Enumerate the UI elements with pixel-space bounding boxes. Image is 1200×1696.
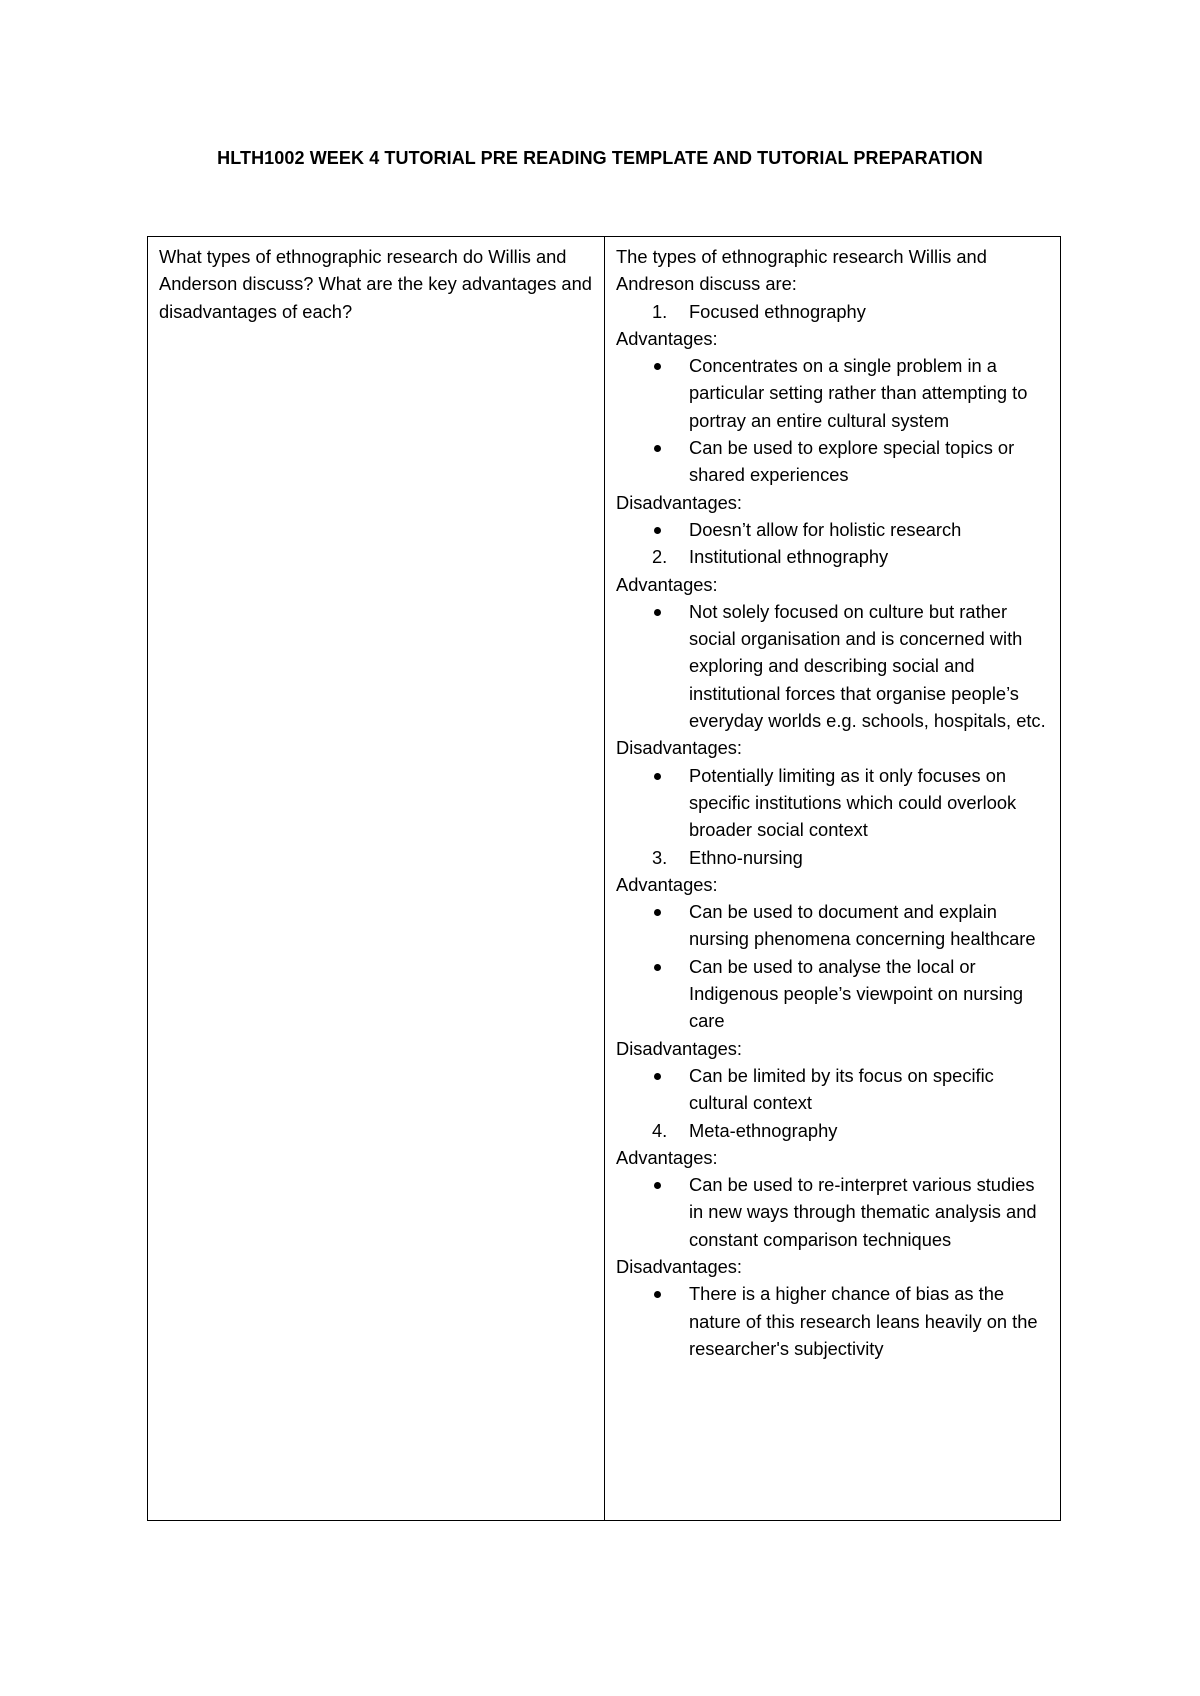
type-number: 4. <box>652 1119 668 1141</box>
advantages-label: Advantages: <box>616 573 718 595</box>
advantage-text: Can be used to re-interpret various studies in new ways through thematic analysis and constant comparison techniques <box>689 1174 1037 1250</box>
page-title: HLTH1002 WEEK 4 TUTORIAL PRE READING TEMPLATE AND TUTORIAL PREPARATION <box>217 148 983 168</box>
bullet-icon <box>654 609 661 616</box>
type-number: 1. <box>652 300 668 322</box>
type-item <box>616 844 1049 871</box>
disadvantage-item <box>616 1280 1049 1362</box>
answer-intro: The types of ethnographic research Willis and Andreson discuss are: <box>616 246 987 295</box>
disadvantage-text: There is a higher chance of bias as the nature of this research leans heavily on the researcher's subjectivity <box>689 1283 1038 1359</box>
disadvantages-label: Disadvantages: <box>616 737 743 759</box>
question-text: What types of ethnographic research do Willis and Anderson discuss? What are the key advantages and disadvantages of each? <box>159 246 592 322</box>
disadvantage-text: Potentially limiting as it only focuses on specific institutions which could overlook broader social context <box>689 764 1017 841</box>
disadvantages-label: Disadvantages: <box>616 491 743 513</box>
advantage-item <box>616 434 1049 489</box>
disadvantages-label: Disadvantages: <box>616 1255 743 1277</box>
advantages-label: Advantages: <box>616 873 718 895</box>
advantage-item <box>616 898 1049 953</box>
disadvantage-text: Doesn’t allow for holistic research <box>689 518 962 540</box>
bullet-icon <box>654 363 661 370</box>
advantage-item <box>616 352 1049 434</box>
advantage-text: Can be used to analyse the local or Indigenous people’s viewpoint on nursing care <box>689 955 1024 1032</box>
advantage-item <box>616 953 1049 1035</box>
advantage-text: Not solely focused on culture but rather social organisation and is concerned with exploring and describing social and institutional forces that organise people’s everyday worlds e.g. schools, hospitals, etc. <box>689 600 1046 732</box>
type-item <box>616 543 1049 570</box>
bullet-icon <box>654 445 661 452</box>
question-cell <box>148 237 605 1520</box>
disadvantage-item <box>616 1062 1049 1117</box>
answer-cell <box>605 237 1060 1520</box>
advantages-label: Advantages: <box>616 327 718 349</box>
type-name: Meta-ethnography <box>689 1119 838 1141</box>
bullet-icon <box>654 1182 661 1189</box>
bullet-icon <box>654 527 661 534</box>
disadvantage-text: Can be limited by its focus on specific cultural context <box>689 1064 994 1114</box>
disadvantages-label: Disadvantages: <box>616 1037 743 1059</box>
type-name: Institutional ethnography <box>689 546 889 568</box>
bullet-icon <box>654 1073 661 1080</box>
type-item <box>616 298 1049 325</box>
advantage-item <box>616 1171 1049 1253</box>
advantage-text: Can be used to document and explain nursing phenomena concerning healthcare <box>689 901 1036 950</box>
bullet-icon <box>654 1291 661 1298</box>
type-item <box>616 1117 1049 1144</box>
disadvantage-item <box>616 762 1049 844</box>
type-number: 3. <box>652 846 668 868</box>
advantages-label: Advantages: <box>616 1146 718 1168</box>
tutorial-table <box>147 236 1061 1521</box>
bullet-icon <box>654 773 661 780</box>
advantage-text: Can be used to explore special topics or shared experiences <box>689 437 1015 486</box>
type-name: Focused ethnography <box>689 300 866 322</box>
advantage-item <box>616 598 1049 734</box>
bullet-icon <box>654 909 661 916</box>
type-number: 2. <box>652 546 668 568</box>
bullet-icon <box>654 964 661 971</box>
type-name: Ethno-nursing <box>689 846 803 868</box>
advantage-text: Concentrates on a single problem in a particular setting rather than attempting to portray an entire cultural system <box>689 355 1028 431</box>
disadvantage-item <box>616 516 1049 543</box>
